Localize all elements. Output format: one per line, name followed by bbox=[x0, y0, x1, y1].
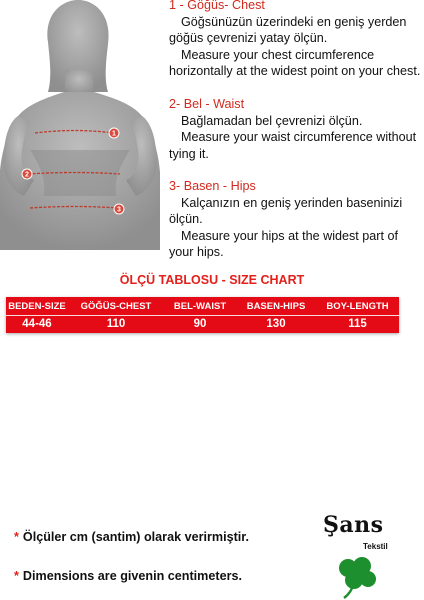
note-star: * bbox=[14, 530, 19, 544]
size-chart-header-row bbox=[6, 299, 399, 314]
value-length: 115 bbox=[348, 318, 367, 330]
note-dimensions-text: Dimensions are givenin centimeters. bbox=[22, 569, 242, 583]
chest-heading: 1 - Göğüs- Chest bbox=[169, 0, 265, 12]
waist-text-tr: Bağlamadan bel çevrenizi ölçün. bbox=[181, 113, 363, 128]
brand-subtitle: Tekstil bbox=[363, 542, 388, 551]
brand-name: Şans bbox=[323, 512, 384, 538]
header-waist: BEL-WAIST bbox=[173, 301, 227, 312]
hips-heading: 3- Basen - Hips bbox=[169, 179, 256, 193]
hips-text-tr: Kalçanızın en geniş yerinden baseninizi ölçün. bbox=[169, 195, 403, 226]
chest-text-tr: Göğsünüzün üzerindeki en geniş yerden göğüs çevrenizi yatay ölçün. bbox=[169, 14, 407, 45]
chest-instructions bbox=[169, 0, 421, 80]
note-cm-text: Ölçüler cm (santim) olarak verirmiştir. bbox=[22, 530, 249, 544]
hips-instructions bbox=[169, 178, 421, 261]
size-chart-table bbox=[6, 297, 399, 333]
marker-3-label: 3 bbox=[117, 206, 121, 214]
value-size: 44-46 bbox=[22, 318, 52, 330]
clover-icon bbox=[330, 552, 384, 600]
header-size: BEDEN-SIZE bbox=[8, 301, 66, 312]
waist-instructions bbox=[169, 96, 421, 162]
note-dimensions bbox=[14, 569, 242, 583]
value-chest: 110 bbox=[106, 318, 126, 330]
hips-text-en: Measure your hips at the widest part of your hips. bbox=[169, 228, 399, 259]
header-chest: GÖĞÜS-CHEST bbox=[80, 301, 152, 312]
header-hips: BASEN-HIPS bbox=[246, 301, 306, 312]
note-cm bbox=[14, 530, 249, 544]
chest-text-en: Measure your chest circumference horizontally at the widest point on your chest. bbox=[169, 47, 421, 78]
value-waist: 90 bbox=[193, 318, 207, 330]
header-length: BOY-LENGTH bbox=[326, 301, 389, 312]
value-hips: 130 bbox=[266, 318, 286, 330]
note-star: * bbox=[14, 569, 19, 583]
marker-1-label: 1 bbox=[112, 130, 116, 138]
body-measurement-figure bbox=[0, 0, 160, 250]
waist-heading: 2- Bel - Waist bbox=[169, 97, 245, 111]
size-chart-value-row bbox=[6, 315, 399, 332]
marker-2-label: 2 bbox=[25, 171, 29, 179]
waist-text-en: Measure your waist circumference without tying it. bbox=[169, 130, 417, 161]
size-chart-title: ÖLÇÜ TABLOSU - SIZE CHART bbox=[119, 273, 305, 287]
body-silhouette bbox=[0, 0, 160, 250]
